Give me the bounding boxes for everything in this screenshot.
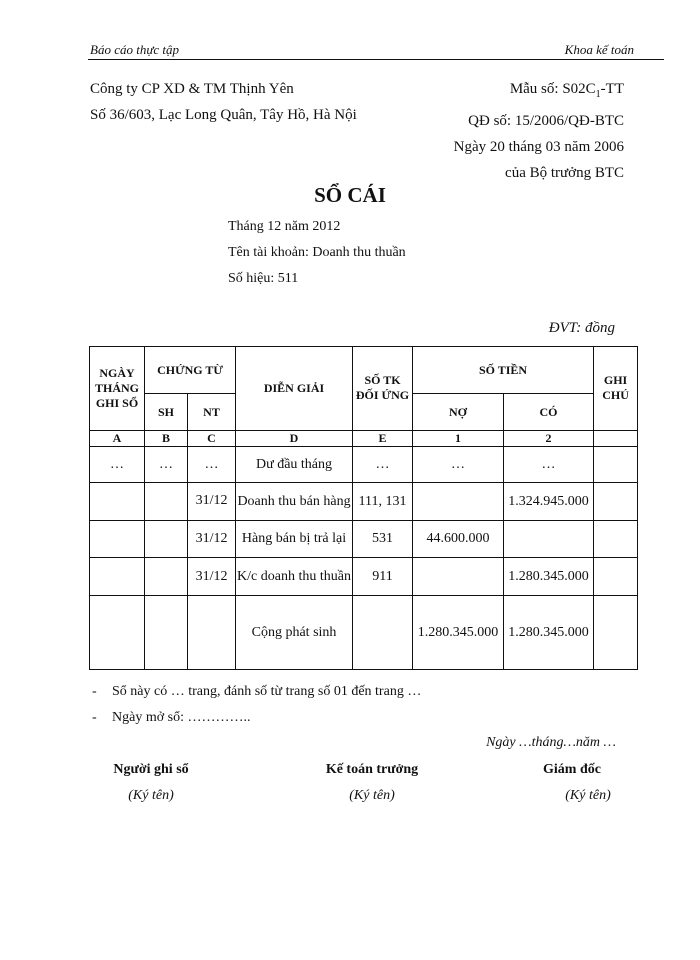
cell-description: Doanh thu bán hàng <box>236 483 353 520</box>
cell-account <box>353 596 413 670</box>
signature-role: Giám đốc <box>543 762 601 777</box>
report-header-right: Khoa kế toán <box>564 42 634 57</box>
note-opened <box>92 710 250 726</box>
form-code <box>454 76 624 108</box>
cell-nt: 31/12 <box>188 520 236 557</box>
signature-role: Kế toán trưởng <box>325 762 419 777</box>
cell-note <box>594 596 638 670</box>
note-pages-text: Sổ này có … trang, đánh số từ trang số 01 đến trang … <box>112 684 422 699</box>
form-decision: QĐ số: 15/2006/QĐ-BTC <box>468 113 624 129</box>
cell-note <box>594 520 638 557</box>
signature-hint: (Ký tên) <box>128 788 174 803</box>
table-row <box>90 520 638 557</box>
cell-date <box>90 520 145 557</box>
column-letter <box>594 430 638 446</box>
cell-note <box>594 483 638 520</box>
cell-debit <box>413 483 504 520</box>
note-pages <box>92 684 421 700</box>
report-header-left: Báo cáo thực tập <box>90 42 180 57</box>
header-date: NGÀY THÁNG GHI SỔ <box>90 347 145 431</box>
company-address: Số 36/603, Lạc Long Quân, Tây Hồ, Hà Nội <box>90 107 357 123</box>
cell-sh <box>145 596 188 670</box>
table-row <box>90 483 638 520</box>
header-nt: NT <box>188 394 236 430</box>
document-title: SỔ CÁI <box>314 183 386 207</box>
cell-sh <box>145 520 188 557</box>
header-account: SỐ TK ĐỐI ỨNG <box>353 347 413 431</box>
cell-date <box>90 483 145 520</box>
note-dash: - <box>92 684 97 699</box>
header-amount: SỐ TIỀN <box>413 347 594 394</box>
cell-debit: 1.280.345.000 <box>413 596 504 670</box>
cell-sh: … <box>145 446 188 482</box>
cell-debit: 44.600.000 <box>413 520 504 557</box>
header-description: DIỄN GIẢI <box>236 347 353 431</box>
cell-debit <box>413 557 504 595</box>
column-letter: 1 <box>413 430 504 446</box>
cell-description: Cộng phát sinh <box>236 596 353 670</box>
cell-note <box>594 557 638 595</box>
table-row <box>90 446 638 482</box>
account-name: Tên tài khoản: Doanh thu thuần <box>228 245 406 260</box>
signature-hint: (Ký tên) <box>349 788 395 803</box>
cell-description: K/c doanh thu thuần <box>236 557 353 595</box>
cell-description: Hàng bán bị trả lại <box>236 520 353 557</box>
cell-description: Dư đầu tháng <box>236 446 353 482</box>
header-divider <box>88 59 664 60</box>
cell-credit: … <box>504 446 594 482</box>
cell-nt: 31/12 <box>188 557 236 595</box>
form-date: Ngày 20 tháng 03 năm 2006 <box>453 139 624 155</box>
cell-credit: 1.324.945.000 <box>504 483 594 520</box>
cell-note <box>594 446 638 482</box>
column-letter: D <box>236 430 353 446</box>
form-code-prefix: Mẫu số: S02C <box>509 81 596 97</box>
header-note: GHI CHÚ <box>594 347 638 431</box>
column-letter: C <box>188 430 236 446</box>
form-code-sub: 1 <box>595 89 601 100</box>
column-letter: A <box>90 430 145 446</box>
header-sh: SH <box>145 394 188 430</box>
header-voucher: CHỨNG TỪ <box>145 347 236 394</box>
column-letter: E <box>353 430 413 446</box>
cell-nt <box>188 596 236 670</box>
column-letter-row <box>90 430 638 446</box>
cell-account: … <box>353 446 413 482</box>
form-block <box>454 76 624 186</box>
cell-account: 911 <box>353 557 413 595</box>
cell-account: 531 <box>353 520 413 557</box>
header-credit: CÓ <box>504 394 594 430</box>
account-number: Số hiệu: 511 <box>228 271 299 286</box>
cell-nt: 31/12 <box>188 483 236 520</box>
company-name: Công ty CP XD & TM Thịnh Yên <box>90 81 294 97</box>
signature-hint: (Ký tên) <box>565 788 611 803</box>
form-code-suffix: -TT <box>600 81 624 97</box>
header-debit: NỢ <box>413 394 504 430</box>
company-block <box>90 76 357 128</box>
signature-role: Người ghi sổ <box>113 762 189 777</box>
ledger-period: Tháng 12 năm 2012 <box>228 219 341 234</box>
cell-sh <box>145 483 188 520</box>
currency-unit: ĐVT: đồng <box>548 320 615 336</box>
column-letter: B <box>145 430 188 446</box>
cell-date <box>90 596 145 670</box>
ledger-table <box>89 346 638 670</box>
note-dash: - <box>92 710 97 725</box>
cell-account: 111, 131 <box>353 483 413 520</box>
cell-nt: … <box>188 446 236 482</box>
cell-credit: 1.280.345.000 <box>504 557 594 595</box>
form-issuer: của Bộ trưởng BTC <box>505 165 624 181</box>
cell-date <box>90 557 145 595</box>
cell-credit <box>504 520 594 557</box>
note-opened-text: Ngày mở sổ: ………….. <box>112 710 251 725</box>
cell-debit: … <box>413 446 504 482</box>
signature-date-line: Ngày …tháng…năm … <box>486 735 616 750</box>
cell-date: … <box>90 446 145 482</box>
table-row <box>90 596 638 670</box>
table-row <box>90 557 638 595</box>
cell-credit: 1.280.345.000 <box>504 596 594 670</box>
column-letter: 2 <box>504 430 594 446</box>
cell-sh <box>145 557 188 595</box>
